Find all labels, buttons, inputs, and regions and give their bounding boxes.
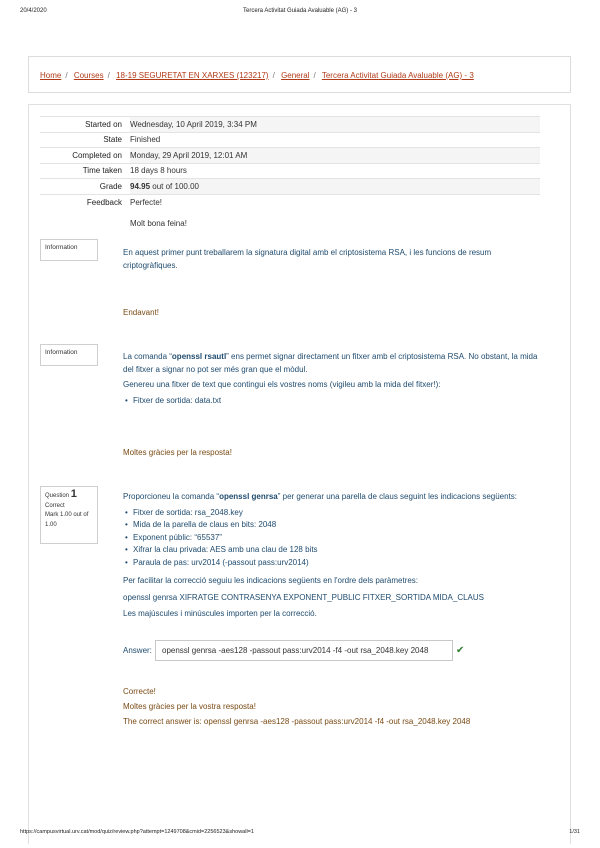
list-item: • Fitxer de sortida: rsa_2048.key (133, 507, 543, 520)
thanks-text: Moltes gràcies per la vostra resposta! (123, 702, 256, 711)
list-item: • Fitxer de sortida: data.txt (133, 395, 543, 408)
state-label: State (40, 132, 130, 148)
time-taken-label: Time taken (40, 163, 130, 179)
breadcrumb-home[interactable]: Home (40, 71, 62, 80)
information-label: Information (45, 244, 78, 251)
grade-label: Grade (40, 179, 130, 195)
command-genrsa: openssl genrsa (219, 492, 278, 501)
print-title: Tercera Activitat Guiada Avaluable (AG) - 3 (243, 8, 357, 14)
information-2-list (123, 395, 543, 408)
correct-check-icon: ✔ (456, 645, 465, 656)
information-2-content (123, 351, 543, 407)
grade-score: 94.95 (130, 181, 151, 191)
list-item: • Xifrar la clau privada: AES amb una clau de 128 bits (133, 544, 543, 557)
print-page-number: 1/31 (569, 829, 580, 835)
question-1-para-2: openssl genrsa XIFRATGE CONTRASENYA EXPONENT_PUBLIC FITXER_SORTIDA MIDA_CLAUS (123, 592, 484, 602)
question-mark: Mark 1.00 out of 1.00 (45, 512, 89, 528)
list-item: • Exponent públic: “65537” (133, 532, 543, 545)
feedback-line-1: Perfecte! (130, 197, 163, 207)
feedback-line-2: Molt bona feina! (130, 218, 187, 228)
started-value: Wednesday, 10 April 2019, 3:34 PM (130, 117, 540, 133)
information-2-text-2: Genereu una fitxer de text que contingui els vostres noms (vigileu amb la mida del fitxer!): (123, 380, 441, 389)
answer-label: Answer: (123, 646, 152, 655)
question-1-outcome (123, 684, 470, 729)
completed-label: Completed on (40, 148, 130, 164)
feedback-label: Feedback (40, 194, 130, 232)
information-box-1 (40, 239, 98, 261)
question-1-para-1: Per facilitar la correcció seguiu les indicacions següents en l'ordre dels paràmetres: (123, 576, 419, 585)
command-rsautl: openssl rsautl (171, 352, 227, 361)
information-label: Information (45, 349, 78, 356)
information-1-text: En aquest primer punt treballarem la signatura digital amb el criptosistema RSA, i les funcions de resum criptogràfiques. (123, 248, 492, 270)
print-date: 20/4/2020 (20, 8, 47, 14)
question-number: 1 (70, 488, 77, 500)
breadcrumb-courses[interactable]: Courses (73, 71, 104, 80)
answer-input[interactable] (155, 640, 453, 661)
question-1-content (123, 491, 543, 621)
question-1-intro: Proporcioneu la comanda “openssl genrsa” per generar una parella de claus seguint les indicacions següents: (123, 492, 518, 501)
question-1-info (40, 486, 98, 544)
question-1-list (123, 507, 543, 570)
state-value: Finished (130, 132, 540, 148)
quiz-summary-table (40, 116, 540, 232)
information-box-2 (40, 344, 98, 366)
information-1-content (123, 247, 543, 272)
information-2-feedback: Moltes gràcies per la resposta! (123, 448, 232, 457)
breadcrumb-general[interactable]: General (281, 71, 310, 80)
grade-value (130, 179, 540, 195)
breadcrumb: Home / Courses / 18-19 SEGURETAT EN XARXES (123217) / General / Tercera Activitat Guiada Avaluable (AG) - 3 (40, 71, 474, 80)
list-item: • Mida de la parella de claus en bits: 2048 (133, 519, 543, 532)
completed-value: Monday, 29 April 2019, 12:01 AM (130, 148, 540, 164)
information-2-text: La comanda “openssl rsautl” ens permet signar directament un fitxer amb el criptosistema RSA. No obstant, la mida del fitxer a signar no pot ser més gran que el mòdul. (123, 352, 538, 374)
print-url: https://campusvirtual.urv.cat/mod/quiz/review.php?attempt=1249708&cmid=2256523&showall=1 (20, 829, 254, 835)
breadcrumb-activity[interactable]: Tercera Activitat Guiada Avaluable (AG) - 3 (321, 71, 474, 80)
breadcrumb-panel (28, 56, 571, 93)
grade-out-of: out of 100.00 (150, 181, 199, 191)
started-label: Started on (40, 117, 130, 133)
result-text: Correcte! (123, 687, 156, 696)
correct-answer-text: The correct answer is: openssl genrsa -aes128 -passout pass:urv2014 -f4 -out rsa_2048.key 2048 (123, 717, 471, 726)
feedback-value (130, 194, 540, 232)
list-item: • Paraula de pas: urv2014 (-passout pass:urv2014) (133, 557, 543, 570)
question-status: Correct (45, 502, 65, 509)
information-1-feedback: Endavant! (123, 308, 160, 317)
time-taken-value: 18 days 8 hours (130, 163, 540, 179)
question-label: Question (45, 493, 70, 499)
question-1-para-3: Les majúscules i minúscules importen per la correcció. (123, 609, 317, 618)
breadcrumb-course[interactable]: 18-19 SEGURETAT EN XARXES (123217) (116, 71, 269, 80)
